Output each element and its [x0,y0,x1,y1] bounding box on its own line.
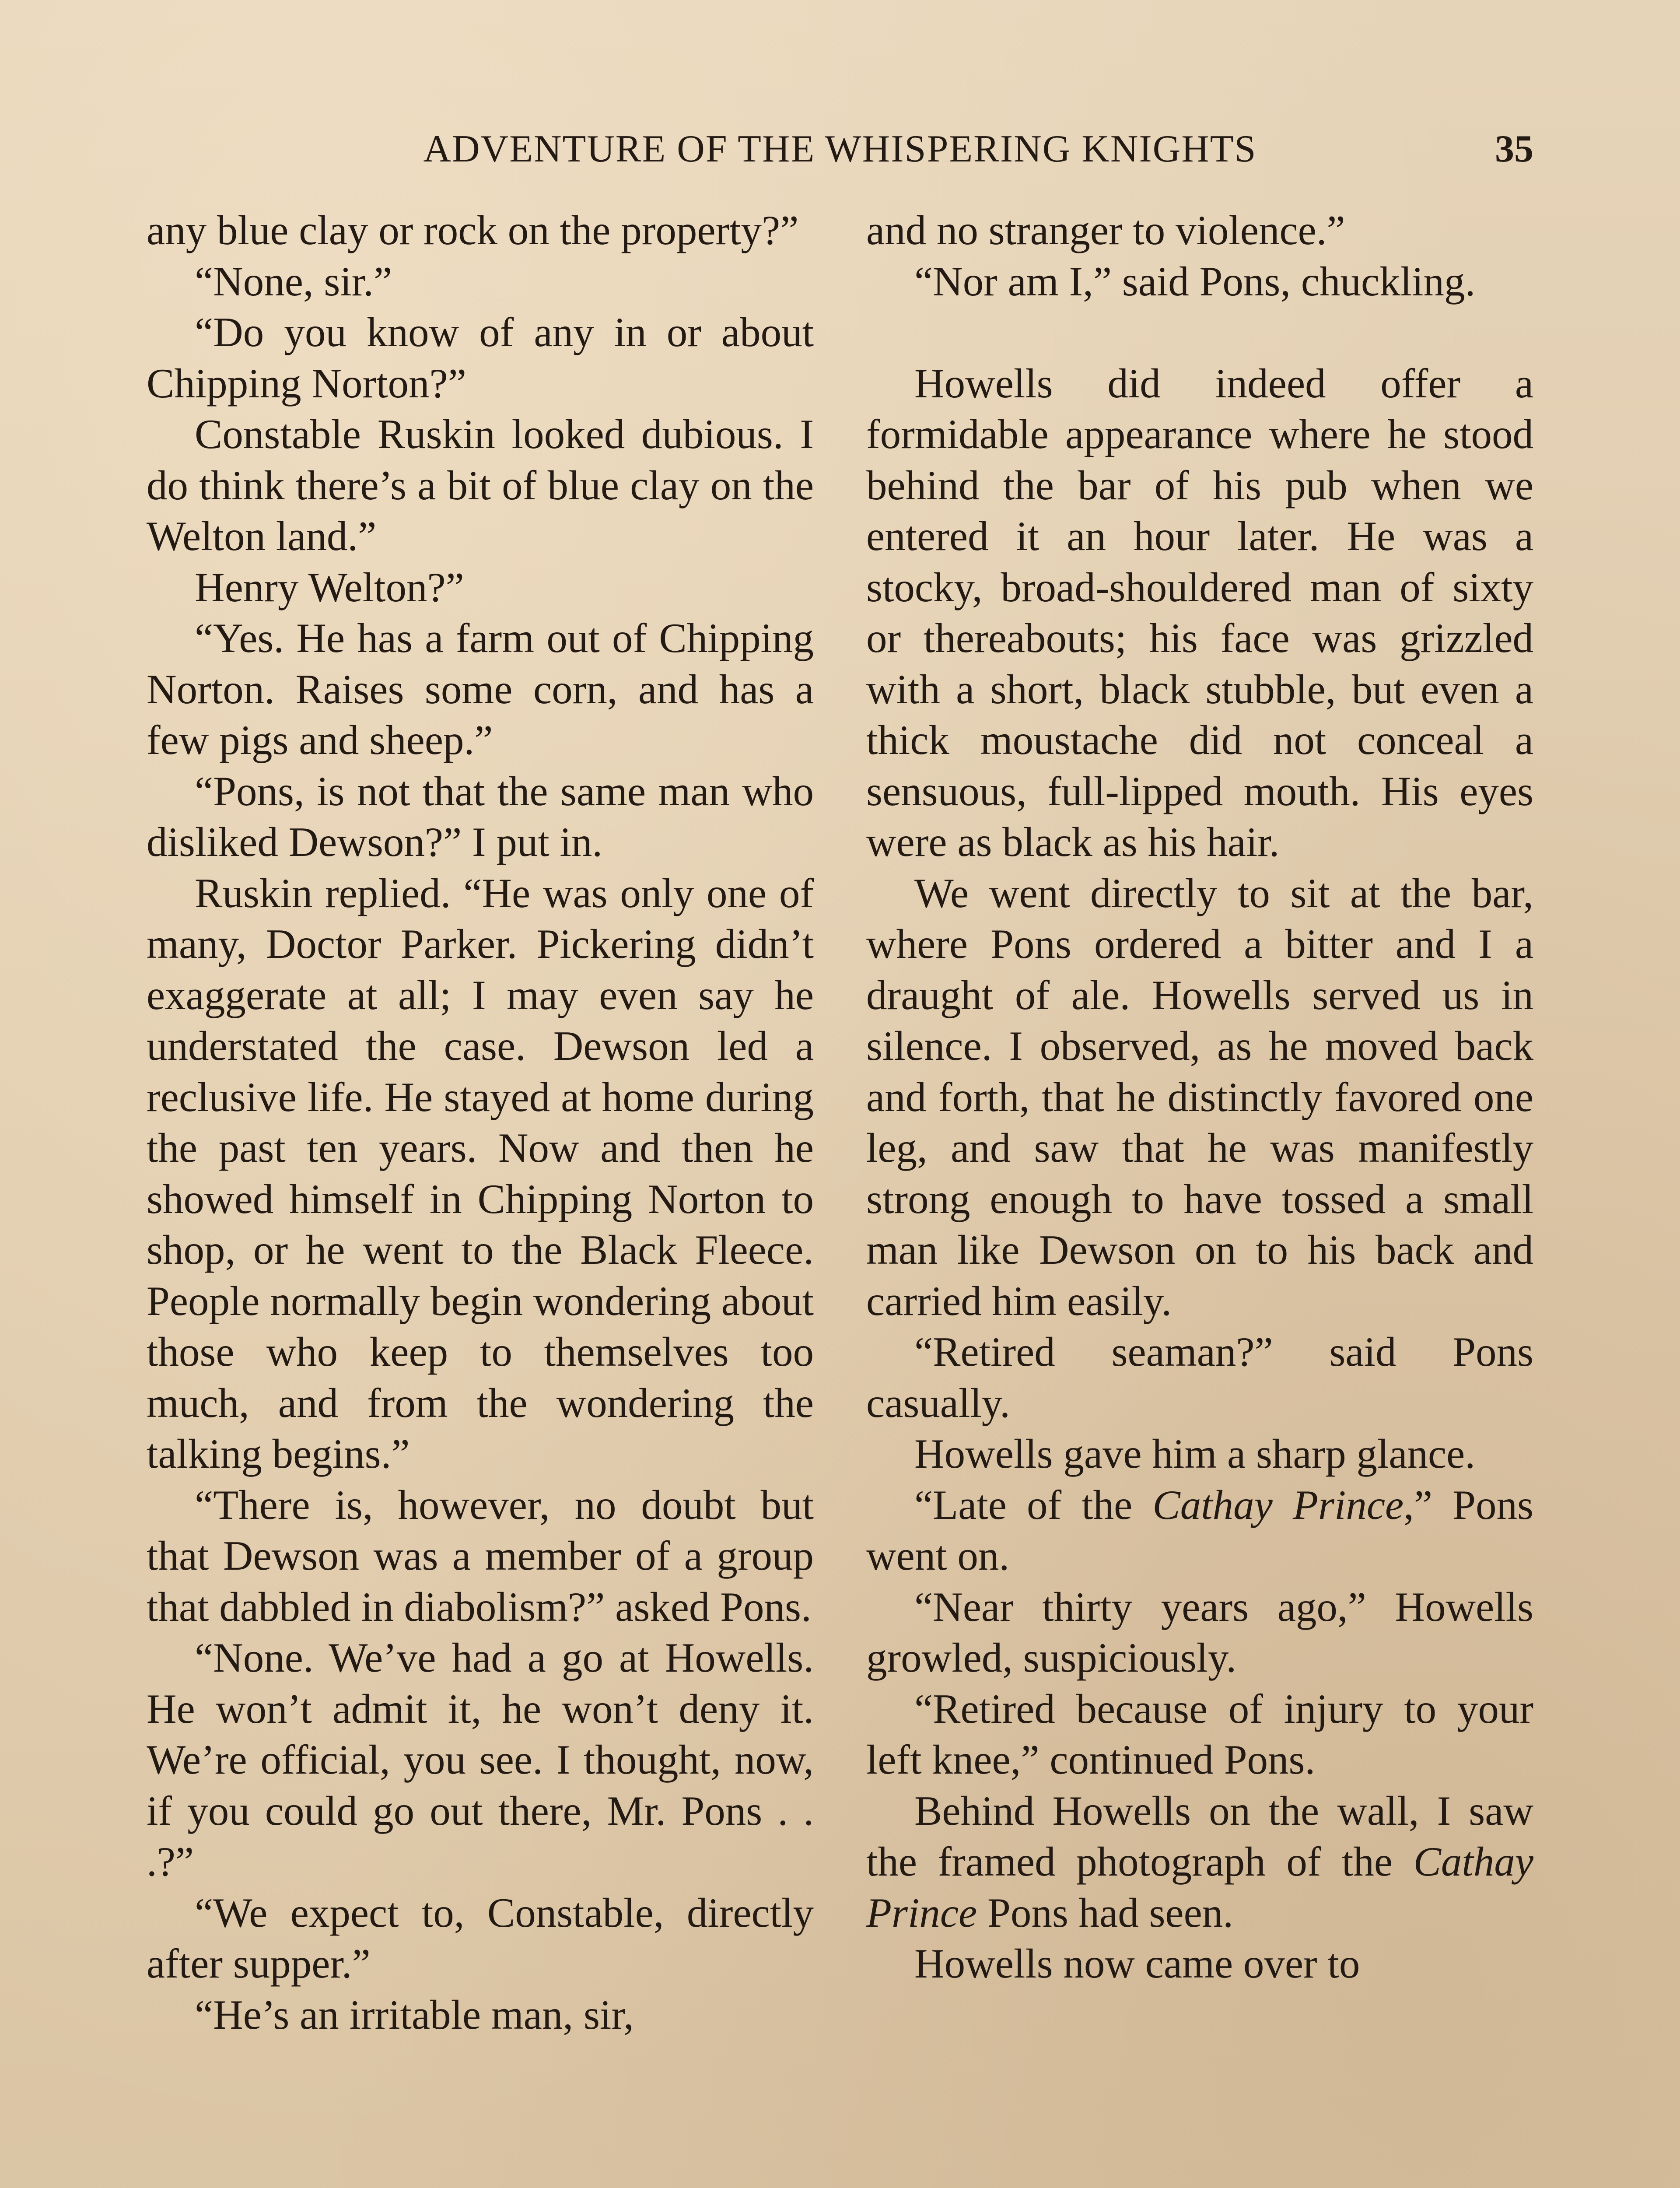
running-head [147,127,1533,179]
paragraph: “Retired seaman?” said Pons casually. [866,1329,1533,1426]
paragraph: “Retired because of injury to your left knee,” continued Pons. [866,1685,1533,1783]
paragraph: “Nor am I,” said Pons, chuckling. [914,258,1476,305]
page-number: 35 [1495,128,1533,170]
paragraph: We went directly to sit at the bar, where Pons ordered a bitter and I a draught of ale. Howells served us in silence. I observed, as he moved back and forth, that he distinctly favored one leg, and saw that he was manifestly strong enough to have tossed a small man like Dewson on to his back and carried him easily. [866,870,1533,1324]
paragraph: “Yes. He has a farm out of Chipping Norton. Raises some corn, and has a few pigs and sheep.” [147,615,814,763]
ship-name: Cathay Prince [866,1838,1533,1936]
text-run: ,” Pons went on. [866,1481,1533,1579]
text-run: “Late of the [914,1481,1153,1528]
chapter-title: ADVENTURE OF THE WHISPERING KNIGHTS [423,128,1257,170]
paragraph: any blue clay or rock on the property?” [147,207,799,253]
right-column [866,205,1533,1989]
paragraph: “Do you know of any in or about Chipping Norton?” [147,309,814,407]
paragraph [866,1480,1533,1581]
paragraph: Constable Ruskin looked dubious. I do think there’s a bit of blue clay on the Welton land.” [147,411,814,559]
paragraph: “He’s an irritable man, sir, [195,1991,634,2038]
paragraph: “We expect to, Constable, directly after supper.” [147,1889,814,1987]
paragraph: and no stranger to violence.” [866,207,1345,253]
left-column [147,205,814,2040]
paragraph: Howells now came over to [914,1940,1360,1987]
paragraph: Henry Welton?” [195,564,464,610]
paragraph: “Pons, is not that the same man who disliked Dewson?” I put in. [147,768,814,865]
text-run: Pons had seen. [977,1889,1234,1936]
ship-name: Cathay Prince [1152,1481,1404,1528]
paragraph: Howells gave him a sharp glance. [914,1431,1476,1477]
paragraph: “There is, however, no doubt but that Dewson was a member of a group that dabbled in diabolism?” asked Pons. [147,1481,814,1630]
paragraph [866,1785,1533,1939]
paragraph: “None. We’ve had a go at Howells. He won’t admit it, he won’t deny it. We’re official, you see. I thought, now, if you could go out there, Mr. Pons . . .?” [147,1634,814,1885]
paragraph: Ruskin replied. “He was only one of many, Doctor Parker. Pickering didn’t exaggerate at all; I may even say he understated the case. Dewson led a reclusive life. He stayed at home during the past ten years. Now and then he showed himself in Chipping Norton to shop, or he went to the Black Fleece. People normally begin wondering about those who keep to themselves too much, and from the wondering the talking begins.” [147,870,814,1477]
paragraph: “None, sir.” [195,258,392,305]
paragraph: Howells did indeed offer a formidable appearance where he stood behind the bar of his pub when we entered it an hour later. He was a stocky, broad-shouldered man of sixty or thereabouts; his face was grizzled with a short, black stubble, but even a thick moustache did not conceal a sensuous, full-lipped mouth. His eyes were as black as his hair. [866,360,1533,865]
paragraph: “Near thirty years ago,” Howells growled, suspiciously. [866,1583,1533,1681]
text-run: Behind Howells on the wall, I saw the framed photograph of the [866,1787,1533,1885]
